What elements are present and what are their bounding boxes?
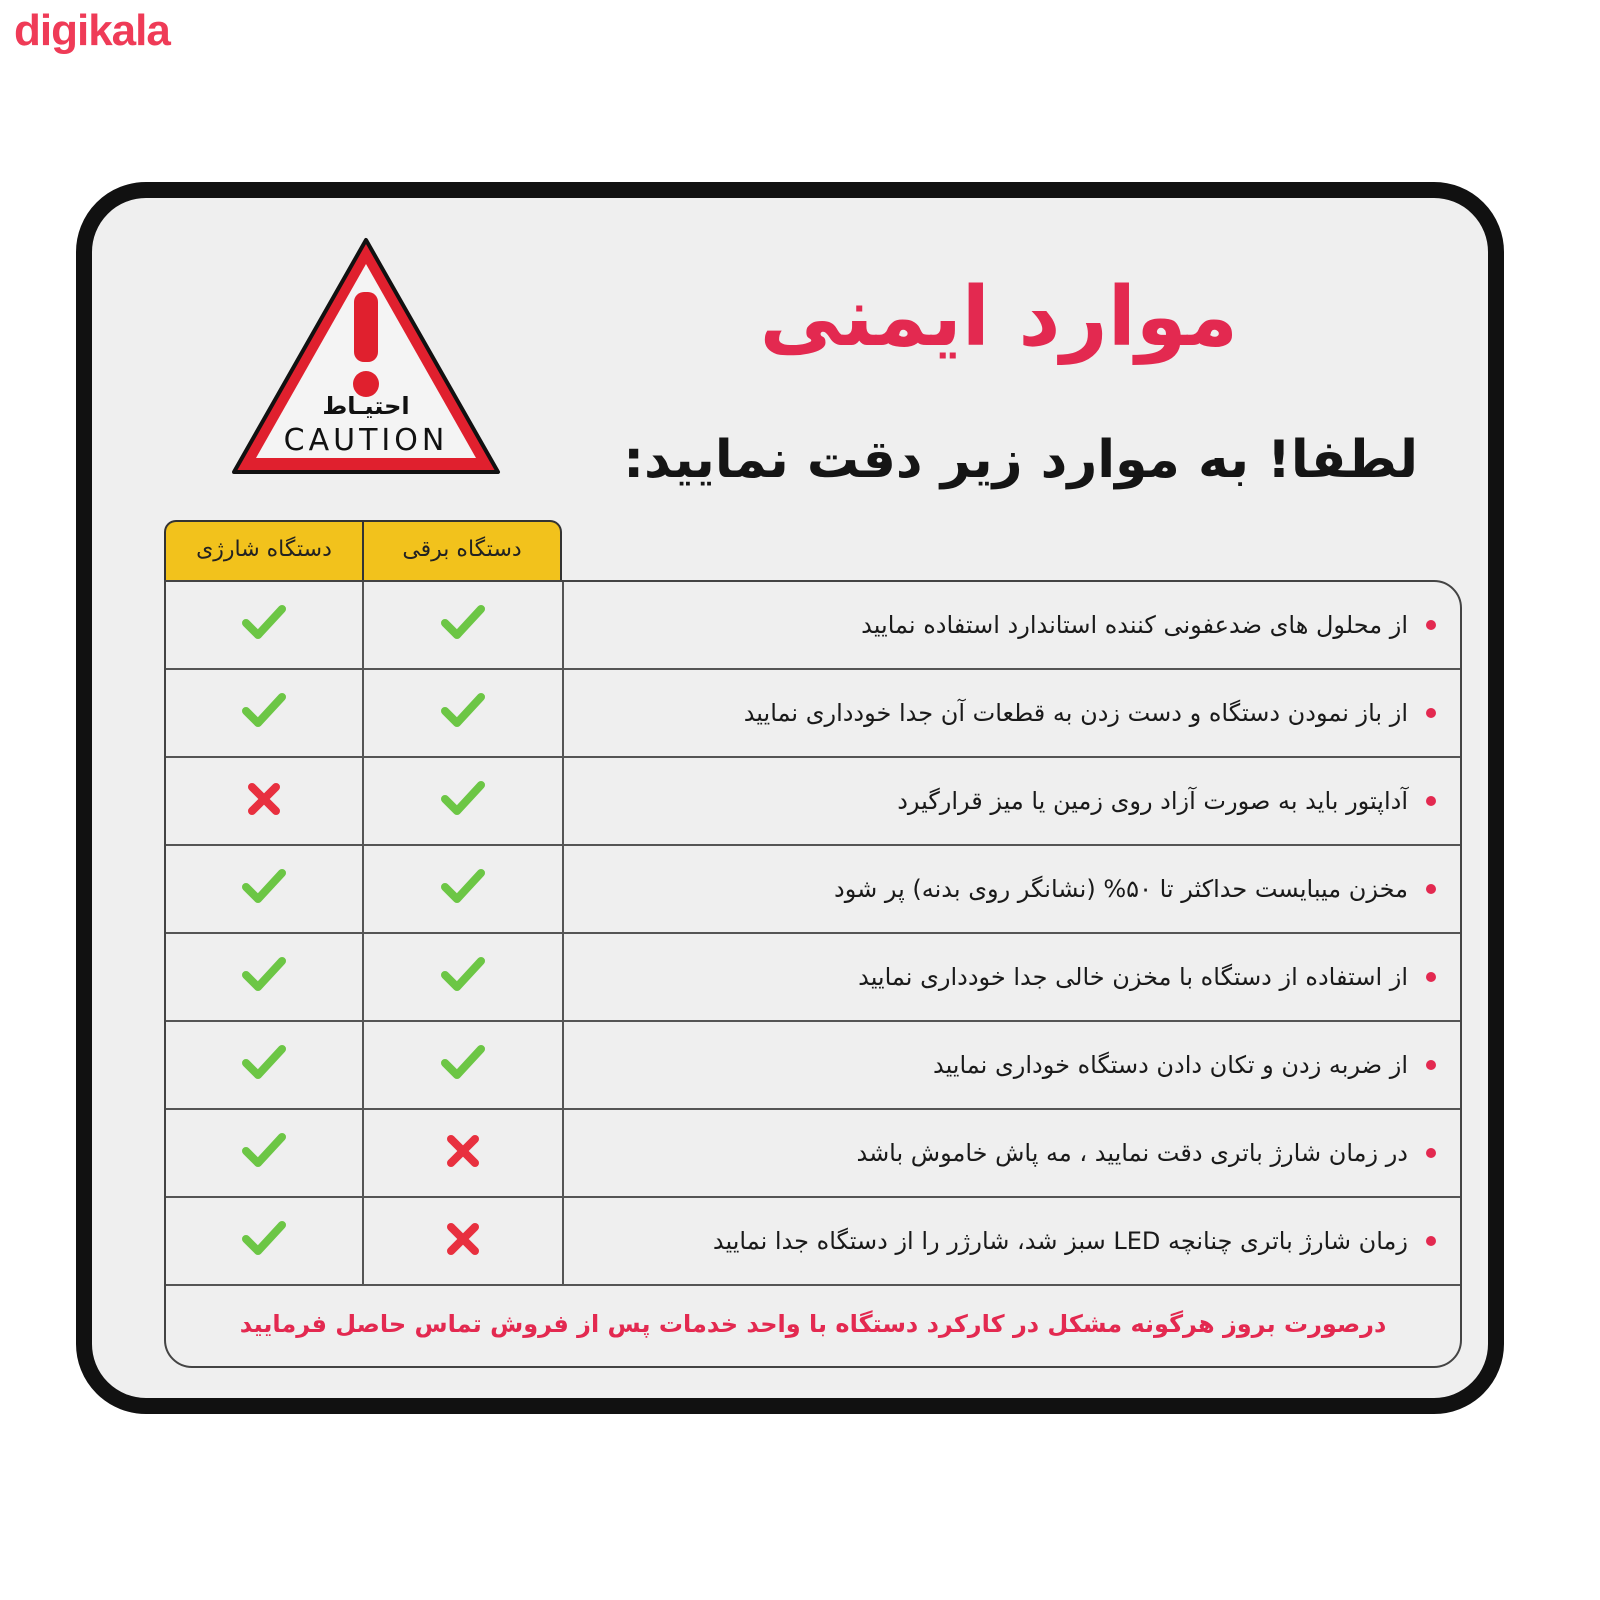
table-footer-note: درصورت بروز هرگونه مشکل در کارکرد دستگاه با واحد خدمات پس از فروش تماس حاصل فرمایید [239,1310,1387,1338]
caution-label-en: CAUTION [283,423,449,458]
check-icon [441,693,485,733]
cell-electric [364,582,564,668]
cell-electric [364,1110,564,1196]
cell-rechargeable [166,758,364,844]
row-text: از استفاده از دستگاه با مخزن خالی جدا خودداری نمایید [858,963,1408,991]
row-instruction [576,1110,1436,1196]
bullet-icon [1426,708,1436,718]
row-text: از ضربه زدن و تکان دادن دستگاه خوداری نمایید [932,1051,1408,1079]
check-icon [441,1045,485,1085]
check-icon [242,1221,286,1261]
row-text: مخزن میبایست حداکثر تا ۵۰% (نشانگر روی بدنه) پر شود [834,875,1408,903]
check-icon [242,869,286,909]
check-icon [242,1045,286,1085]
check-icon [242,605,286,645]
cell-rechargeable [166,582,364,668]
bullet-icon [1426,972,1436,982]
check-icon [441,605,485,645]
cell-electric [364,846,564,932]
caution-label-fa: احتیـاط [322,392,410,420]
cell-rechargeable [166,1022,364,1108]
row-instruction [576,934,1436,1020]
table-row [166,758,1460,846]
caution-warning-icon [226,232,506,482]
check-icon [441,781,485,821]
bullet-icon [1426,1236,1436,1246]
table-row [166,934,1460,1022]
check-icon [441,869,485,909]
check-icon [441,957,485,997]
header-rechargeable: دستگاه شارژی [164,520,364,580]
cell-electric [364,934,564,1020]
table-row [166,582,1460,670]
bullet-icon [1426,620,1436,630]
check-icon [242,957,286,997]
sign-subtitle: لطفا! به موارد زیر دقت نمایید: [623,430,1418,490]
cell-rechargeable [166,934,364,1020]
cross-icon [446,1134,480,1172]
bullet-icon [1426,884,1436,894]
table-row [166,1110,1460,1198]
row-instruction [576,582,1436,668]
safety-table [164,580,1462,1368]
table-row [166,1022,1460,1110]
cell-electric [364,1022,564,1108]
row-text: از باز نمودن دستگاه و دست زدن به قطعات آن جدا خودداری نمایید [743,699,1408,727]
cell-rechargeable [166,1110,364,1196]
row-text: آداپتور باید به صورت آزاد روی زمین یا میز قرارگیرد [897,787,1408,815]
cross-icon [446,1222,480,1260]
table-row [166,1198,1460,1286]
row-instruction [576,846,1436,932]
cell-electric [364,670,564,756]
header-electric: دستگاه برقی [362,520,562,580]
row-instruction [576,670,1436,756]
cell-electric [364,758,564,844]
row-instruction [576,1198,1436,1284]
digikala-logo[interactable]: digikala [14,6,170,55]
row-instruction [576,758,1436,844]
table-row [166,846,1460,934]
bullet-icon [1426,1060,1436,1070]
row-text: در زمان شارژ باتری دقت نمایید ، مه پاش خاموش باشد [856,1139,1408,1167]
bullet-icon [1426,1148,1436,1158]
check-icon [242,693,286,733]
check-icon [242,1133,286,1173]
cell-rechargeable [166,1198,364,1284]
row-instruction [576,1022,1436,1108]
table-row [166,670,1460,758]
cross-icon [247,782,281,820]
sign-title: موارد ایمنی [759,270,1238,365]
row-text: زمان شارژ باتری چنانچه LED سبز شد، شارژر را از دستگاه جدا نمایید [712,1227,1408,1255]
cell-rechargeable [166,670,364,756]
cell-rechargeable [166,846,364,932]
bullet-icon [1426,796,1436,806]
row-text: از محلول های ضدعفونی کننده استاندارد استفاده نمایید [861,611,1408,639]
cell-electric [364,1198,564,1284]
safety-card [76,182,1504,1414]
